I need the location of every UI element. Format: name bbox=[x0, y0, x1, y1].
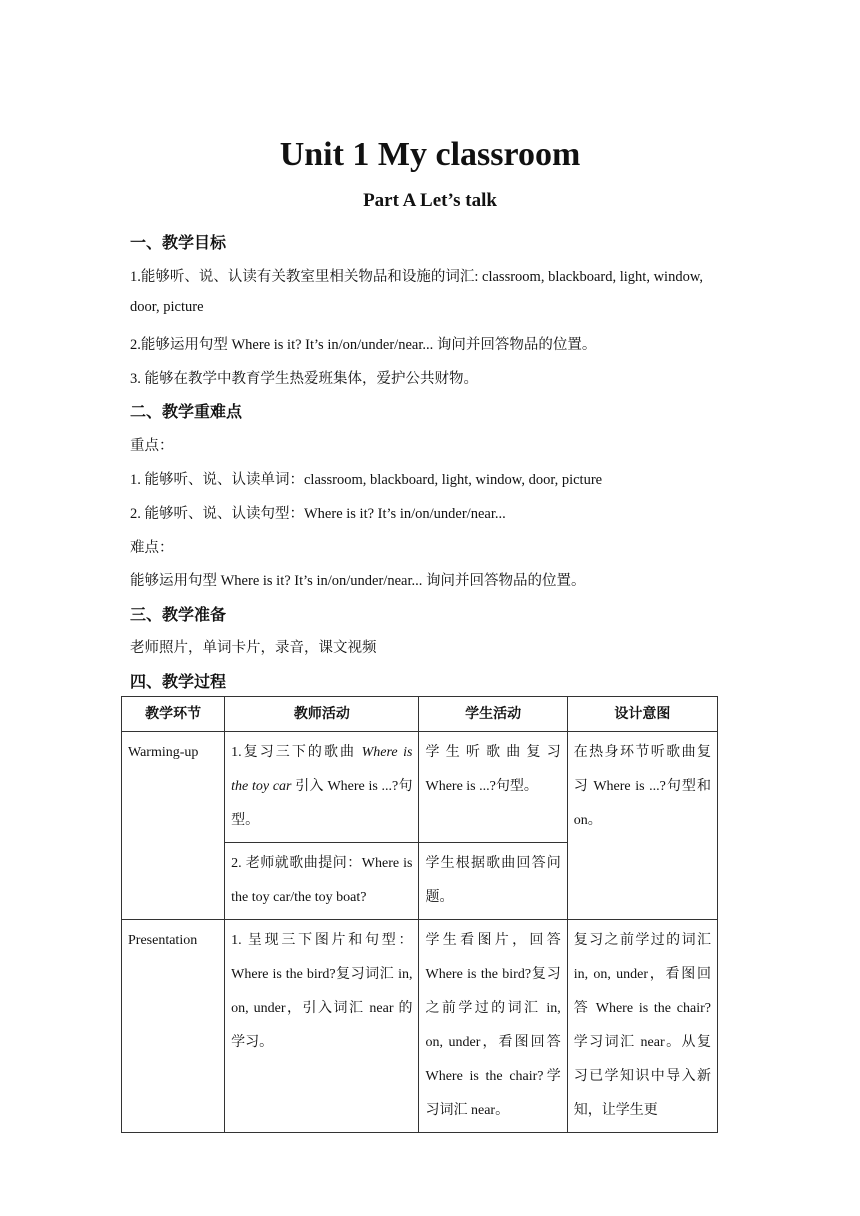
intent-cell: 复习之前学过的词汇 in, on, under，看图回答 Where is the chair?学习词汇 near。从复习已学知识中导入新知，让学生更 bbox=[567, 920, 717, 1133]
preparation-text: 老师照片，单词卡片，录音，课文视频 bbox=[130, 640, 377, 656]
intent-cell: 在热身环节听歌曲复习 Where is ...?句型和 on。 bbox=[567, 732, 717, 920]
teacher-activity-cell bbox=[225, 732, 419, 843]
header-teacher: 教师活动 bbox=[225, 697, 419, 732]
section-heading-objectives: 一、教学目标 bbox=[130, 233, 227, 252]
section-heading-preparation: 三、教学准备 bbox=[130, 605, 227, 624]
difficulty-label: 难点： bbox=[130, 540, 174, 556]
teacher-activity-cell: 1. 呈现三下图片和句型：Where is the bird?复习词汇 in, on, under，引入词汇 near 的学习。 bbox=[225, 920, 419, 1133]
student-activity-cell: 学生根据歌曲回答问题。 bbox=[419, 843, 567, 920]
table-header-row bbox=[122, 697, 718, 732]
key-points-label: 重点： bbox=[130, 438, 174, 454]
document-subtitle: Part A Let’s talk bbox=[363, 190, 497, 211]
section-heading-key-points: 二、教学重难点 bbox=[130, 402, 243, 421]
difficulty-1: 能够运用句型 Where is it? It’s in/on/under/near... 询问并回答物品的位置。 bbox=[130, 573, 586, 589]
header-intent: 设计意图 bbox=[567, 697, 717, 732]
header-student: 学生活动 bbox=[419, 697, 567, 732]
table-row bbox=[122, 732, 718, 843]
objective-1-cont: door, picture bbox=[130, 299, 204, 315]
table-row bbox=[122, 920, 718, 1133]
teacher-activity-text: 1.复习三下的歌曲 bbox=[231, 745, 362, 760]
objective-3: 3. 能够在教学中教育学生热爱班集体，爱护公共财物。 bbox=[130, 371, 478, 387]
header-stage: 教学环节 bbox=[122, 697, 225, 732]
objective-2: 2.能够运用句型 Where is it? It’s in/on/under/near... 询问并回答物品的位置。 bbox=[130, 337, 597, 353]
section-heading-process: 四、教学过程 bbox=[130, 672, 227, 691]
objective-1: 1.能够听、说、认读有关教室里相关物品和设施的词汇: classroom, blackboard, light, window, bbox=[130, 269, 703, 285]
student-activity-cell: 学生看图片，回答 Where is the bird?复习之前学过的词汇 in, on, under，看图回答 Where is the chair?学习词汇 near。 bbox=[419, 920, 567, 1133]
teaching-process-table bbox=[121, 696, 718, 1133]
stage-cell: Warming-up bbox=[122, 732, 225, 920]
song-title: Where is the toy car bbox=[231, 745, 413, 794]
teacher-activity-cell: 2. 老师就歌曲提问：Where is the toy car/the toy boat? bbox=[225, 843, 419, 920]
key-point-2: 2. 能够听、说、认读句型：Where is it? It’s in/on/under/near... bbox=[130, 506, 506, 522]
document-title: Unit 1 My classroom bbox=[279, 136, 581, 173]
teacher-activity-text-end: 引入 Where is ...?句型。 bbox=[231, 779, 413, 828]
stage-cell: Presentation bbox=[122, 920, 225, 1133]
key-point-1: 1. 能够听、说、认读单词：classroom, blackboard, light, window, door, picture bbox=[130, 472, 603, 488]
student-activity-cell: 学生听歌曲复习 Where is ...?句型。 bbox=[419, 732, 567, 843]
